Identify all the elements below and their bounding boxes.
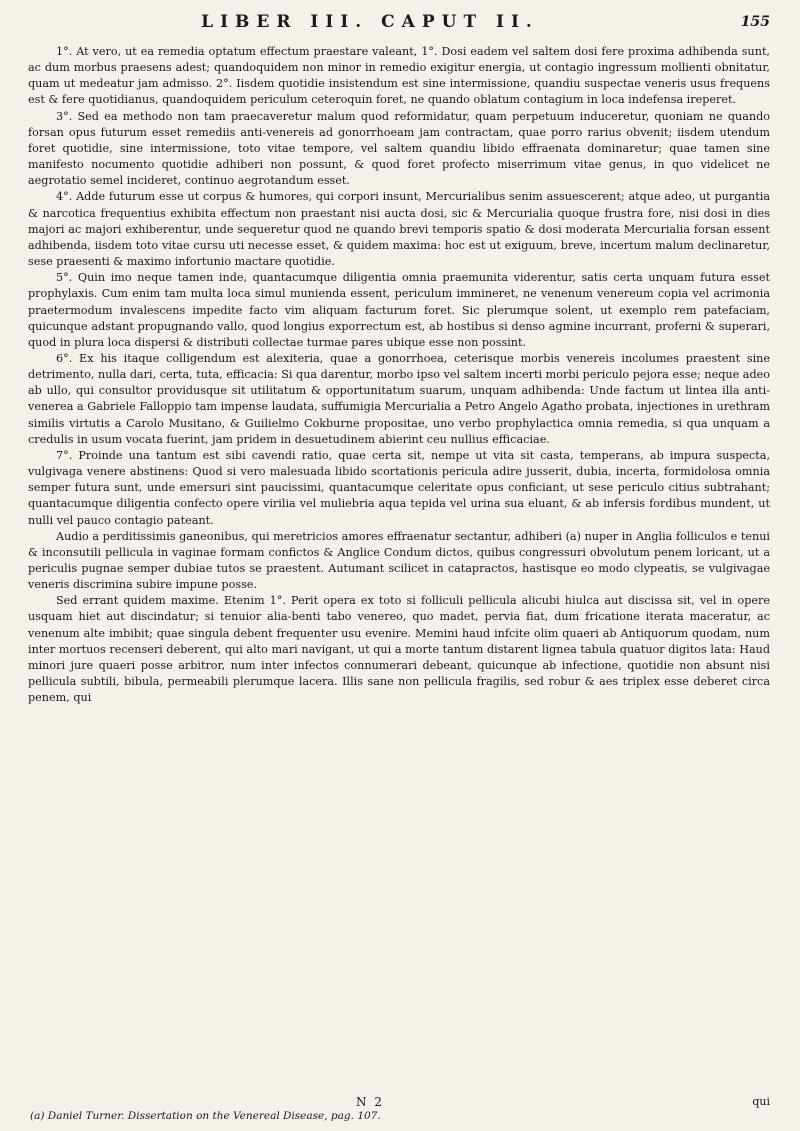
paragraph-sed-errant: Sed errant quidem maxime. Etenim 1°. Perit opera ex toto si folliculi pellicula alicubi hiulca aut discissa sit, vel in opere usquam hiet aut discindatur; si tenuior alia-benti tabo venereo, quo madet, pervia fiat, dum fricatione iterata maceratur, ac venenum alte imbibit; quae singula debent frequenter usu evenire. Memini haud infcite olim quaeri ab Antiquorum quodam, num inter mortuos recenseri deberent, qui alto mari navigant, ut qui a morte tantum distarent lignea tabula quatuor digitos lata: Haud minori jure quaeri posse arbitror, num inter infectos connumerari debeant, quicunque ab infectione, quotidie non absunt nisi pellicula subtili, bibula, permeabili plerumque lacera. Illis sane non pellicula fragilis, sed robur & aes triplex esse deberet circa penem, qui bbox=[28, 594, 770, 705]
paragraph-3: 3°. Sed ea methodo non tam praecaveretur malum quod reformidatur, quam perpetuum induceretur, quoniam ne quando forsan opus futurum esset remediis anti-venereis ad gonorrhoeam jam contractam, quae porro rarius obvenit; iisdem utendum foret quotidie, sine intermissione, toto vitae tempore, vel saltem quandiu libido effraenata dominaretur; quae tamen sine manifesto nocumento quotidie adhiberi non possunt, & quod foret profecto miserrimum vitae genus, in quo videlicet ne aegrotatio semel incideret, continuo aegrotandum esset. bbox=[28, 109, 770, 188]
running-head: LIBER III. CAPUT II. bbox=[201, 12, 539, 32]
paragraph-1: 1°. At vero, ut ea remedia optatum effectum praestare valeant, 1°. Dosi eadem vel saltem dosi fere proxima adhibenda sunt, ac dum morbus praesens adest; quandoquidem non minor in remedio exigitur energia, ut contagio ingressum mollienti obnitatur, quam ut medeatur jam admisso. 2°. Iisdem quotidie insistendum est sine intermissione, quandiu suspectae veneris usus frequens est & fere quotidianus, quandoquidem periculum ceteroquin foret, ne quando oblatum contagium in loca indefensa ireperet. bbox=[28, 45, 770, 107]
body-text bbox=[28, 44, 770, 706]
signature-mark: N 2 bbox=[356, 1095, 384, 1109]
paragraph-4: 4°. Adde futurum esse ut corpus & humores, qui corpori insunt, Mercurialibus senim assuescerent; atque adeo, ut purgantia & narcotica frequentius exhibita effectum non praestant nisi aucta dosi, sic & Mercurialia quoque frustra fore, nisi dosi in dies majori ac majori exhiberentur, unde sequeretur quod ne quando brevi temporis spatio & dosi moderata Mercurialia forsan essent adhibenda, iisdem toto vitae cursu uti necesse esset, & quidem maxima: hoc est ut exiguum, breve, incertum malum declinaretur, sese praesenti & maximo infortunio mactare quotidie. bbox=[28, 190, 770, 269]
paragraph-7: 7°. Proinde una tantum est sibi cavendi ratio, quae certa sit, nempe ut vita sit casta, temperans, ab impura suspecta, vulgivaga venere abstinens: Quod si vero malesuada libido scortationis pericula adire jusserit, dubia, incerta, formidolosa omnia semper futura sunt, unde emersuri sint paucissimi, quantacumque celeritate opus conficiant, ut sese periculo citius subtrahant; quantacumque diligentia confecto opere virilia vel muliebria aqua tepida vel urina sua eluant, & ab infersis fordibus mundent, ut nulli vel pauco contagio pateant. bbox=[28, 448, 770, 527]
paragraph-6: 6°. Ex his itaque colligendum est alexiteria, quae a gonorrhoea, ceterisque morbis venereis incolumes praestent sine detrimento, nulla dari, certa, tuta, efficacia: Si qua darentur, morbo ipso vel saltem incerti morbi periculo pejora esse; neque adeo ab ullo, qui consultor providusque sit utilitatum & opportunitatum suarum, unquam adhibenda: Unde factum ut lintea illa anti-venerea a Gabriele Falloppio tam impense laudata, suffumigia Mercurialia a Petro Angelo Agatho probata, injectiones in urethram similis virtutis a Carolo Musitano, & Guilielmo Cokburne propositae, uno verbo prophylactica omnia remedia, si qua unquam a credulis in usum vocata fuerint, jam pridem in desuetudinem abierint ceu nullius efficaciae. bbox=[28, 351, 770, 446]
footnote: (a) Daniel Turner. Dissertation on the Venereal Disease, pag. 107. bbox=[30, 1110, 381, 1122]
catchword: qui bbox=[752, 1095, 770, 1108]
paragraph-5: 5°. Quin imo neque tamen inde, quantacumque diligentia omnia praemunita viderentur, satis certa unquam futura esset prophylaxis. Cum enim tam multa loca simul munienda essent, periculum immineret, ne venenum venereum copia vel acrimonia praetermodum invalescens impedite facto vim aliquam facturum foret. Sic plerumque solent, ut exemplo rem patefaciam, quicunque adstant propugnando vallo, quod longius exporrectum est, ab hostibus si denso agmine incurrant, proferni & superari, quod in plura loca dispersi & distributi collectae turmae pares ubique esse non possint. bbox=[28, 271, 770, 349]
page-header bbox=[30, 12, 770, 38]
page-number: 155 bbox=[740, 14, 770, 30]
paragraph-audio: Audio a perditissimis ganeonibus, qui meretricios amores effraenatur sectantur, adhiberi (a) nuper in Anglia folliculos e tenui & inconsutili pellicula in vaginae formam confictos & Anglice Condum dictos, quibus congressuri obvolutum penem loricant, ut a periculis pugnae semper dubiae tutos se praestent. Autumant scilicet in catapractos, hastisque eo modo clypeatis, se vulgivagae veneris discrimina subire impune posse. bbox=[28, 529, 770, 592]
